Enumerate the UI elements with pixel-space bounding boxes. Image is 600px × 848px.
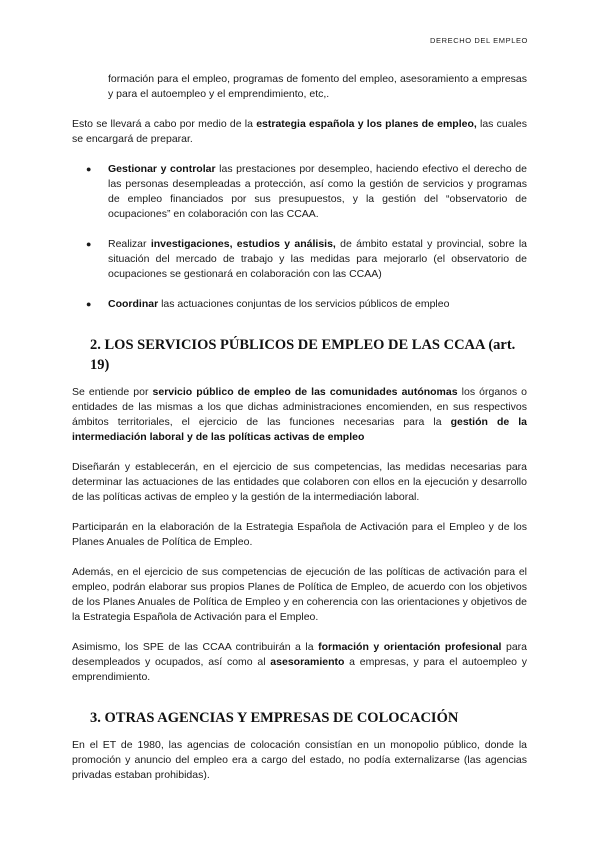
bullet-icon: ● [86, 299, 92, 309]
section-2-paragraph-2: Diseñarán y establecerán, en el ejercicio de sus competencias, las medidas necesarias para determinar las actuaciones de las entidades que colaboren con ellos en la ejecución y desarrollo de las políticas activas de empleo y la gestión de la intermediación laboral. [72, 461, 527, 503]
section-2-paragraph-1: Se entiende por servicio público de empleo de las comunidades autónomas los órganos o entidades de las mismas a los que dichas administraciones encomienden, en sus respectivos ámbitos territoriales, el ejercicio de las funciones necesarias para la gestión de la intermediación laboral y de las políticas activas de empleo [72, 386, 527, 443]
bullet-icon: ● [86, 239, 92, 249]
section-2-heading: 2. LOS SERVICIOS PÚBLICOS DE EMPLEO DE LAS CCAA (art. 19) [90, 337, 516, 373]
section-3-paragraph-1: En el ET de 1980, las agencias de colocación consistían en un monopolio público, donde la promoción y anuncio del empleo era a cargo del estado, no podía externalizarse (las agencias privadas estaban prohibidas). [72, 739, 527, 781]
section-2-paragraph-3: Participarán en la elaboración de la Estrategia Española de Activación para el Empleo y de los Planes Anuales de Política de Empleo. [72, 521, 527, 548]
section-2-paragraph-5: Asimismo, los SPE de las CCAA contribuirán a la formación y orientación profesional para desempleados y ocupados, así como al asesoramiento a empresas, y para el autoempleo y emprendimiento. [72, 641, 528, 683]
strategy-emphasis: estrategia española y los planes de empleo, [256, 118, 477, 130]
list-item: ● Coordinar las actuaciones conjuntas de los servicios públicos de empleo [86, 298, 450, 310]
section-2-paragraph-4: Además, en el ejercicio de sus competencias de ejecución de las políticas de activación para el empleo, podrán elaborar sus propios Planes de Política de Empleo, de acuerdo con los objetivos de los Planes Anuales de Política de Empleo y en coherencia con las orientaciones y objetivos de la Estrategia Española de Activación para el Empleo. [72, 566, 527, 623]
page-body [72, 72, 527, 783]
list-item: ● Gestionar y controlar las prestaciones por desempleo, haciendo efectivo el derecho de las personas desempleadas a protección, así como la gestión de servicios y programas de empleo financiados por sus presupuestos, y la gestión del “observatorio de ocupaciones” en colaboración con las CCAA. [86, 163, 527, 220]
section-3-heading: 3. OTRAS AGENCIAS Y EMPRESAS DE COLOCACIÓN [90, 710, 459, 726]
list-item: ● Realizar investigaciones, estudios y análisis, de ámbito estatal y provincial, sobre la situación del mercado de trabajo y las medidas para mejorarlo (el observatorio de ocupaciones se gestionará en colaboración con las CCAA) [86, 238, 528, 280]
functions-list [72, 162, 527, 312]
running-header: DERECHO DEL EMPLEO [429, 36, 528, 45]
intro-paragraph: Esto se llevará a cabo por medio de la estrategia española y los planes de empleo, las cuales se encargará de preparar. [72, 118, 527, 145]
bullet-icon: ● [86, 164, 92, 174]
continuation-paragraph: formación para el empleo, programas de fomento del empleo, asesoramiento a empresas y para el autoempleo y el emprendimiento, etc,. [108, 73, 527, 100]
